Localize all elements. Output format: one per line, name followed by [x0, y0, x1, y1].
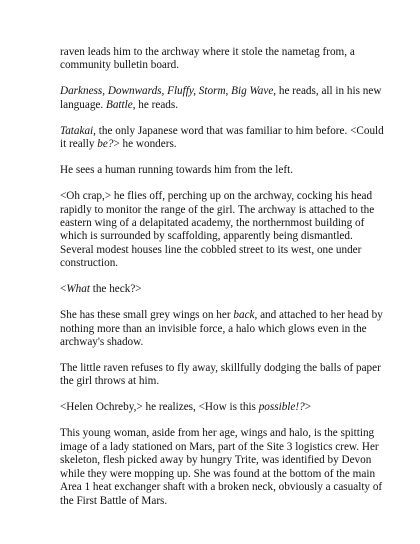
paragraph-8: [60, 362, 386, 389]
text-run-italic: Tatakai: [60, 124, 94, 137]
text-run-italic: possible!?: [258, 401, 305, 414]
text-run-italic: be?: [97, 138, 114, 151]
text-run: >: [304, 401, 312, 414]
text-run: > he wonders.: [113, 138, 177, 151]
text-run-italic: Battle: [105, 98, 133, 111]
text-run: , he reads.: [132, 98, 179, 111]
text-run: and attached to her head by nothing more than an invisible force, a halo which glows even in the archway's shadow.: [60, 309, 383, 349]
text-run: <: [60, 283, 67, 296]
text-run: He sees a human running towards him from the left.: [60, 164, 294, 177]
text-run: the heck?>: [89, 283, 142, 296]
text-run: <Helen Ochreby,> he realizes, <How is this: [60, 401, 259, 414]
text-run: he reads, all in his new language.: [60, 85, 382, 111]
paragraph-1: [60, 46, 386, 73]
text-run: <Oh crap,> he flies off, perching up on the archway, cocking his head rapidly to monitor the range of the girl. The archway is attached to the eastern wing of a delapitated academy, the northernmost building of which is surrounded by scaffolding, apparently being dismantled. Several modest houses line the cobbled street to its west, one under construction.: [60, 190, 375, 270]
paragraph-7: [60, 309, 386, 349]
text-run: This young woman, aside from her age, wings and halo, is the spitting image of a lady stationed on Mars, part of the Site 3 logistics crew. Her skeleton, flesh picked away by hungry Trite, was identified by Devon while they were mopping up. She was found at the bottom of the main Area 1 heat exchanger shaft with a broken neck, obviously a casualty of the First Battle of Mars.: [60, 427, 383, 507]
paragraph-2: [60, 85, 386, 112]
text-run: , the only Japanese word that was familiar to him before. <Could it really: [60, 124, 384, 151]
paragraph-4: [60, 164, 386, 177]
text-run-italic: What: [66, 283, 90, 296]
paragraph-9: [60, 401, 386, 414]
paragraph-10: [60, 427, 386, 507]
text-run-italic: back,: [233, 309, 258, 322]
paragraph-3: [60, 125, 386, 152]
paragraph-6: [60, 283, 386, 296]
text-run: She has these small grey wings on her: [60, 309, 234, 322]
text-run: raven leads him to the archway where it stole the nametag from, a community bulletin board.: [60, 46, 355, 72]
text-run: The little raven refuses to fly away, skillfully dodging the balls of paper the girl throws at him.: [60, 362, 381, 388]
paragraph-5: [60, 190, 386, 270]
text-run-italic: Darkness, Downwards, Fluffy, Storm, Big Wave,: [60, 85, 277, 98]
